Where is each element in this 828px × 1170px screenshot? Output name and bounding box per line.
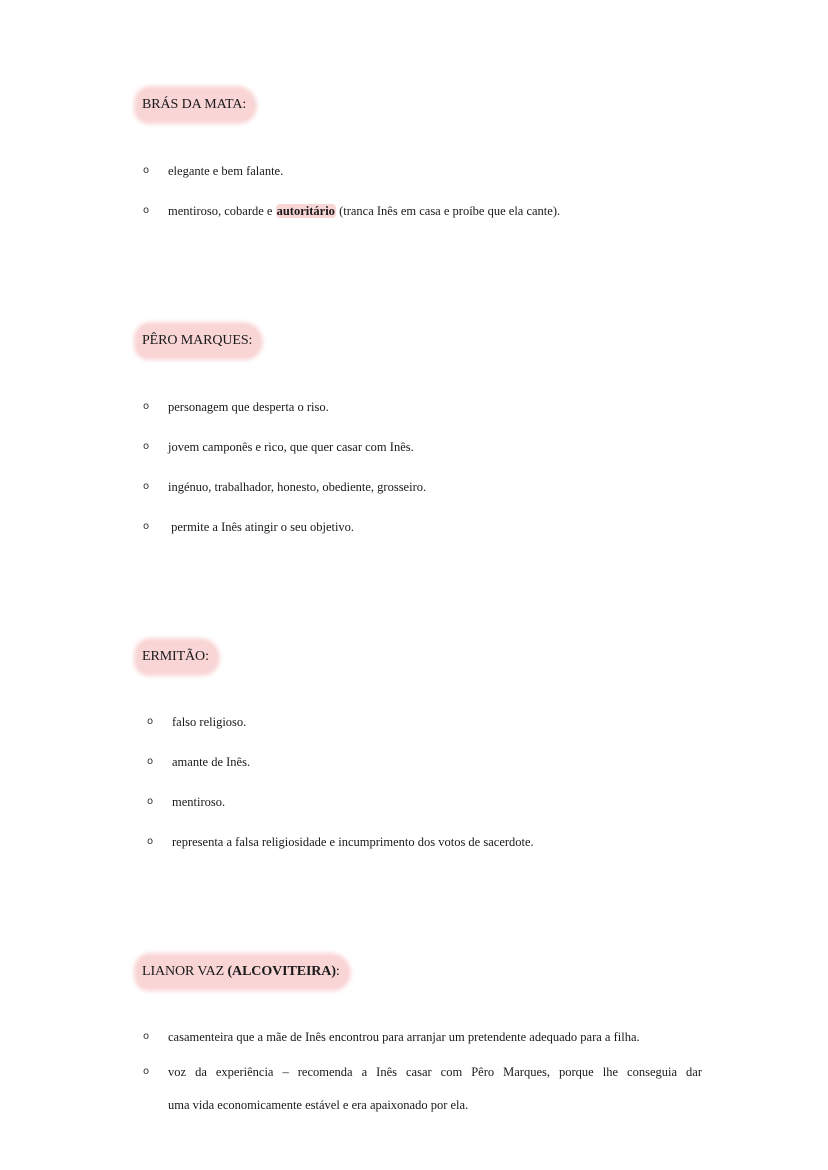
- text-segment: mentiroso, cobarde e: [168, 204, 276, 218]
- list-item-text: permite a Inês atingir o seu objetivo.: [168, 520, 355, 534]
- list-item-text: representa a falsa religiosidade e incumprimento dos votos de sacerdote.: [172, 835, 534, 849]
- bullet-circle-icon: o: [143, 205, 150, 216]
- bullet-circle-icon: o: [143, 481, 150, 492]
- list-item-text: ingénuo, trabalhador, honesto, obediente, grosseiro.: [168, 480, 427, 494]
- list-item-text: amante de Inês.: [172, 755, 251, 769]
- bullet-circle-icon: o: [143, 521, 150, 532]
- list-item-text: casamenteira que a mãe de Inês encontrou para arranjar um pretendente adequado para a filha.: [168, 1030, 640, 1044]
- section-heading-lianor-vaz: [137, 956, 348, 988]
- list-item-text-line-1: voz da experiência – recomenda a Inês casar com Pêro Marques, porque lhe conseguia dar: [168, 1065, 702, 1079]
- heading-text: PÊRO MARQUES:: [142, 333, 253, 348]
- heading-text: ERMITÃO:: [142, 649, 209, 664]
- list-item-text: [168, 202, 560, 220]
- list-item-text: personagem que desperta o riso.: [168, 400, 329, 414]
- text-segment: (tranca Inês em casa e proíbe que ela cante).: [335, 204, 561, 218]
- bullet-circle-icon: o: [143, 401, 150, 412]
- bullet-circle-icon: o: [147, 836, 154, 847]
- heading-text: LIANOR VAZ: [142, 964, 228, 979]
- section-heading-ermitao: [137, 641, 217, 673]
- list-item-text: elegante e bem falante.: [168, 164, 284, 178]
- section-heading-bras-da-mata: [137, 89, 254, 121]
- bullet-circle-icon: o: [143, 441, 150, 452]
- heading-text: BRÁS DA MATA:: [142, 97, 247, 112]
- bullet-circle-icon: o: [147, 756, 154, 767]
- highlighted-bold-word: autoritário: [276, 204, 335, 218]
- bullet-circle-icon: o: [147, 716, 154, 727]
- bullet-circle-icon: o: [147, 796, 154, 807]
- list-item-text: falso religioso.: [172, 715, 247, 729]
- list-item-text: jovem camponês e rico, que quer casar com Inês.: [168, 440, 414, 454]
- heading-text: :: [335, 964, 340, 979]
- bullet-circle-icon: o: [143, 1031, 150, 1042]
- list-item-text-line-2: uma vida economicamente estável e era apaixonado por ela.: [168, 1098, 469, 1112]
- list-item-text: mentiroso.: [172, 795, 226, 809]
- bullet-circle-icon: o: [143, 165, 150, 176]
- bullet-circle-icon: o: [143, 1066, 150, 1077]
- heading-bold-text: (ALCOVITEIRA): [227, 964, 336, 979]
- section-heading-pero-marques: [137, 325, 260, 357]
